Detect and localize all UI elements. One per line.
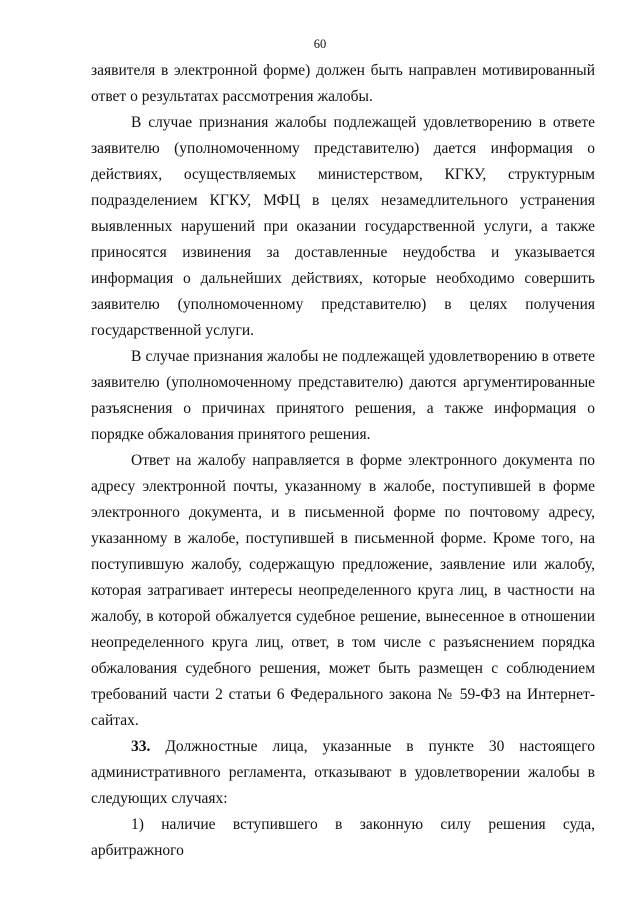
- paragraph-section-33: [91, 734, 595, 812]
- section-33-text: Должностные лица, указанные в пункте 30 настоящего административного регламента, отказывают в удовлетворении жалобы в следующих случаях:: [91, 738, 596, 807]
- paragraph-complaint-satisfied: В случае признания жалобы подлежащей удовлетворению в ответе заявителю (уполномоченному представителю) дается информация о действиях, осуществляемых министерством, КГКУ, структурным подразделением КГКУ, МФЦ в целях незамедлительного устранения выявленных нарушений при оказании государственной услуги, а также приносятся извинения за доставленные неудобства и указывается информация о дальнейших действиях, которые необходимо совершить заявителю (уполномоченному представителю) в целях получения государственной услуги.: [91, 114, 595, 339]
- paragraph-continuation: заявителя в электронной форме) должен быть направлен мотивированный ответ о результатах рассмотрения жалобы.: [91, 62, 595, 105]
- paragraph-complaint-rejected: В случае признания жалобы не подлежащей удовлетворению в ответе заявителю (уполномоченному представителю) даются аргументированные разъяснения о причинах принятого решения, а также информация о порядке обжалования принятого решения.: [91, 348, 595, 443]
- page-number: 60: [313, 37, 327, 51]
- paragraph-list-item-1: 1) наличие вступившего в законную силу решения суда, арбитражного: [91, 816, 595, 859]
- document-body: [91, 58, 595, 864]
- paragraph-response-delivery: Ответ на жалобу направляется в форме электронного документа по адресу электронной почты, указанному в жалобе, поступившей в форме электронного документа, и в письменной форме по почтовому адресу, указанному в жалобе, поступившей в письменной форме. Кроме того, на поступившую жалобу, содержащую предложение, заявление или жалобу, которая затрагивает интересы неопределенного круга лиц, в частности на жалобу, в которой обжалуется судебное решение, вынесенное в отношении неопределенного круга лиц, ответ, в том числе с разъяснением порядка обжалования судебного решения, может быть размещен с соблюдением требований части 2 статьи 6 Федерального закона № 59-ФЗ на Интернет-сайтах.: [91, 452, 595, 729]
- section-number: 33.: [131, 738, 151, 755]
